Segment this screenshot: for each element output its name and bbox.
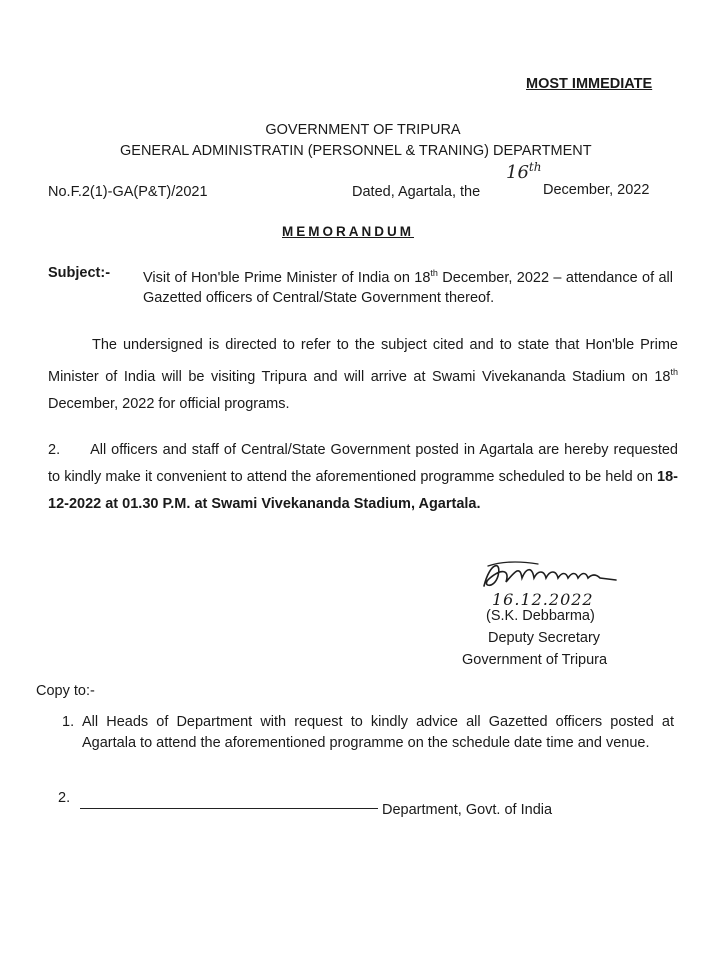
paragraph-2-text: All officers and staff of Central/State Government posted in Agartala are hereby requested to kindly make it convenient to attend the aforementioned programme scheduled to be held on (48, 442, 678, 485)
signatory-designation: Deputy Secretary (488, 630, 601, 646)
paragraph-2 (48, 437, 678, 518)
urgency-label: MOST IMMEDIATE (526, 76, 653, 92)
paragraph-1-text: The undersigned is directed to refer to the subject cited and to state that Hon'ble Prime Minister of India will be visiting Tripura and will arrive at Swami Vivekananda Stadium on 18 (48, 337, 678, 385)
paragraph-1 (48, 332, 678, 418)
copy-item-number: 2. (58, 790, 71, 806)
subject-label: Subject:- (48, 265, 111, 281)
signature-date: 16.12.2022 (492, 590, 594, 609)
blank-fill-line (80, 808, 378, 809)
paragraph-1-text: December, 2022 for official programs. (48, 395, 290, 412)
copy-item-text: All Heads of Department with request to kindly advice all Gazetted officers posted at Agartala to attend the aforementioned programme on the schedule date time and venue. (82, 714, 674, 751)
memorandum-title: MEMORANDUM (282, 224, 414, 239)
copy-item-number: 1. (62, 714, 75, 730)
handwritten-day-number: 16 (506, 162, 529, 183)
file-number: No.F.2(1)-GA(P&T)/2021 (48, 184, 208, 200)
department-heading: GENERAL ADMINISTRATIN (PERSONNEL & TRANING) DEPARTMENT (120, 143, 592, 159)
copy-item-text: Department, Govt. of India (382, 802, 553, 818)
signatory-name: (S.K. Debbarma) (486, 608, 595, 624)
subject-superscript: th (430, 268, 438, 278)
subject-text-part: Visit of Hon'ble Prime Minister of India on 18 (143, 269, 431, 286)
month-year: December, 2022 (543, 182, 650, 198)
government-heading: GOVERNMENT OF TRIPURA (265, 122, 461, 138)
handwritten-day-suffix: th (528, 160, 542, 174)
signatory-organization: Government of Tripura (462, 652, 608, 668)
paragraph-2-number: 2. (48, 442, 61, 458)
handwritten-day (506, 160, 541, 183)
paragraph-2-bold-text: 18-12-2022 at 01.30 P.M. at Swami Vivekananda Stadium, Agartala. (48, 469, 678, 512)
subject-text-part: December, 2022 – attendance of all Gazetted officers of Central/State Government thereof. (143, 269, 673, 306)
copy-to-label: Copy to:- (36, 683, 95, 699)
paragraph-1-superscript: th (670, 367, 678, 377)
dated-label: Dated, Agartala, the (352, 184, 481, 200)
subject-text (143, 263, 673, 308)
